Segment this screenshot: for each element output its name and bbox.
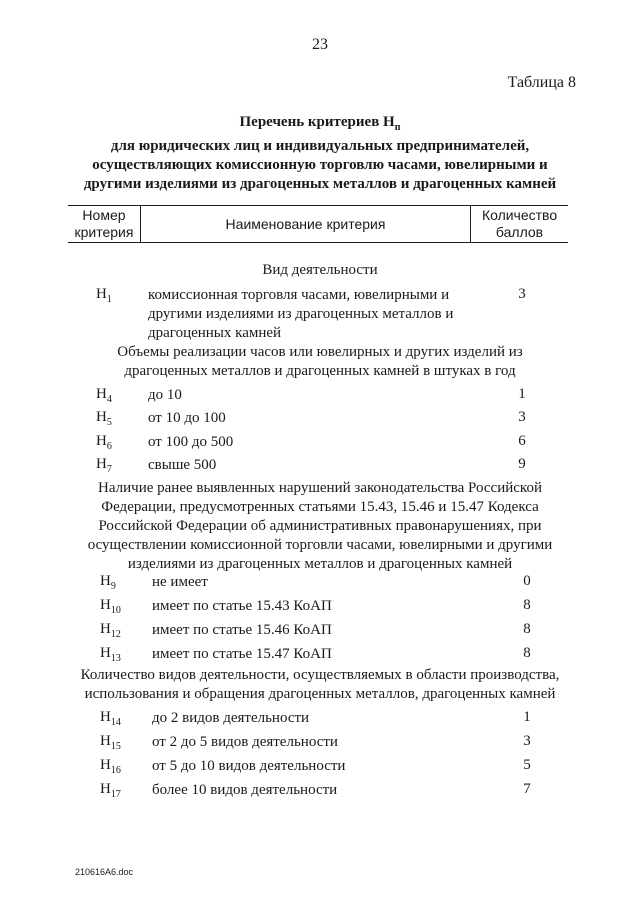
criterion-code	[100, 709, 121, 728]
criterion-code-letter: Н	[96, 456, 107, 472]
section-line: Объемы реализации часов или ювелирных и других изделий из	[117, 344, 523, 360]
section-line: Количество видов деятельности, осуществляемых в области производства,	[80, 667, 560, 683]
criterion-code-index: 7	[106, 464, 112, 475]
criterion-code-letter: Н	[100, 621, 111, 637]
criterion-name-line: драгоценных камней	[148, 325, 282, 341]
section-line: осуществлении комиссионной торговли часами, ювелирными и другими	[87, 537, 553, 553]
criterion-name: от 2 до 5 видов деятельности	[152, 734, 338, 750]
criterion-name: не имеет	[152, 574, 208, 590]
criterion-score: 5	[523, 757, 531, 773]
section-line: изделиями из драгоценных металлов и драгоценных камней	[127, 556, 513, 572]
criterion-code-letter: Н	[100, 733, 111, 749]
criterion-score: 8	[523, 645, 531, 661]
criterion-name: от 5 до 10 видов деятельности	[152, 758, 346, 774]
criterion-name	[148, 286, 478, 343]
criterion-code	[96, 409, 112, 428]
criterion-score: 8	[523, 621, 531, 637]
criterion-code-index: 6	[106, 441, 112, 452]
criterion-code-letter: Н	[100, 645, 111, 661]
criterion-code-index: 4	[106, 394, 112, 405]
criterion-name: имеет по статье 15.47 КоАП	[152, 646, 332, 662]
criterion-code-index: 5	[106, 417, 112, 428]
criterion-code-index: 1	[106, 294, 112, 305]
criterion-score: 1	[523, 709, 531, 725]
criterion-code-letter: Н	[100, 781, 111, 797]
criterion-name: до 2 видов деятельности	[152, 710, 310, 726]
criterion-code	[100, 597, 121, 616]
criterion-name: имеет по статье 15.46 КоАП	[152, 622, 332, 638]
document-filename: 210616A6.doc	[75, 867, 134, 877]
criterion-code-index: 14	[110, 717, 121, 728]
title-line-2: для юридических лиц и индивидуальных предпринимателей,	[110, 138, 530, 154]
criterion-code-letter: Н	[96, 409, 107, 425]
header-score	[471, 206, 568, 243]
criterion-code-index: 9	[110, 581, 116, 592]
criterion-code	[100, 733, 121, 752]
criterion-name: имеет по статье 15.43 КоАП	[152, 598, 332, 614]
criterion-name: свыше 500	[148, 457, 217, 473]
criterion-code	[100, 757, 121, 776]
criterion-score: 0	[523, 573, 531, 589]
criterion-score: 3	[518, 409, 526, 425]
title-line-1	[60, 113, 580, 137]
criterion-code-index: 10	[110, 605, 121, 616]
section-line: использования и обращения драгоценных металлов, драгоценных камней	[84, 686, 556, 702]
criterion-code-index: 15	[110, 741, 121, 752]
criterion-score: 6	[518, 433, 526, 449]
criterion-name-line: другими изделиями из драгоценных металлов и	[148, 306, 454, 322]
criterion-code-letter: Н	[96, 386, 107, 402]
criterion-code	[96, 456, 112, 475]
section-activity-count	[60, 666, 580, 704]
title-line-4: другими изделиями из драгоценных металлов и драгоценных камней	[83, 176, 557, 192]
criterion-score: 3	[523, 733, 531, 749]
header-col1-line2: критерия	[74, 224, 134, 240]
criterion-code-index: 13	[110, 653, 121, 664]
criterion-name: более 10 видов деятельности	[152, 782, 338, 798]
header-col3-line2: баллов	[495, 224, 544, 240]
criterion-code-index: 16	[110, 765, 121, 776]
criterion-code-letter: Н	[96, 433, 107, 449]
criterion-code-letter: Н	[100, 757, 111, 773]
title-subscript: п	[394, 122, 401, 133]
page-number: 23	[312, 36, 328, 53]
title-line-1-text: Перечень критериев Н	[239, 114, 395, 130]
criterion-name: до 10	[148, 387, 182, 403]
header-col1-line1: Номер	[82, 207, 126, 223]
criteria-table-header	[68, 205, 568, 243]
section-violations	[60, 479, 580, 574]
criterion-code-letter: Н	[100, 573, 111, 589]
section-line: Федерации, предусмотренных статьями 15.43, 15.46 и 15.47 Кодекса	[101, 499, 539, 515]
criterion-code	[96, 286, 112, 305]
criterion-code-index: 12	[110, 629, 121, 640]
criterion-code	[100, 781, 121, 800]
criterion-code	[100, 573, 116, 592]
section-line: Российской Федерации об административных правонарушениях, при	[98, 518, 542, 534]
criterion-code	[96, 386, 112, 405]
criterion-code	[100, 621, 121, 640]
criterion-score: 8	[523, 597, 531, 613]
criterion-score: 9	[518, 456, 526, 472]
section-line: драгоценных металлов и драгоценных камней в штуках в год	[124, 363, 516, 379]
criterion-score: 1	[518, 386, 526, 402]
criterion-score: 7	[523, 781, 531, 797]
criterion-code	[100, 645, 121, 664]
header-col3-line1: Количество	[481, 207, 558, 223]
header-criterion-name: Наименование критерия	[140, 206, 470, 243]
criterion-name-line: комиссионная торговля часами, ювелирными и	[148, 287, 450, 303]
criterion-score: 3	[518, 286, 526, 302]
header-criterion-number	[68, 206, 140, 243]
criterion-code	[96, 433, 112, 452]
criterion-code-letter: Н	[100, 709, 111, 725]
section-line: Наличие ранее выявленных нарушений законодательства Российской	[98, 480, 542, 496]
document-title	[60, 113, 580, 194]
criterion-name: от 10 до 100	[148, 410, 226, 426]
criterion-code-letter: Н	[100, 597, 111, 613]
title-line-3: осуществляющих комиссионную торговлю часами, ювелирными и	[92, 157, 548, 173]
criterion-code-letter: Н	[96, 286, 107, 302]
section-sales-volume	[80, 343, 560, 381]
section-activity-type: Вид деятельности	[262, 262, 378, 278]
table-label: Таблица 8	[507, 74, 576, 91]
criterion-name: от 100 до 500	[148, 434, 234, 450]
criterion-code-index: 17	[110, 789, 121, 800]
